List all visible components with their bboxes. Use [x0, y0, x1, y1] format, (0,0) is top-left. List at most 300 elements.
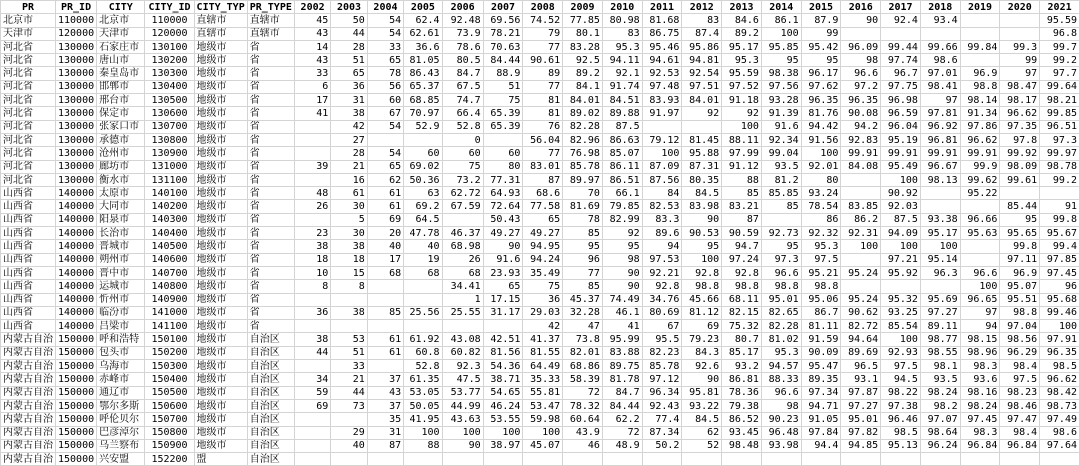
table-cell[interactable]: 89.75	[602, 360, 642, 373]
column-header[interactable]: 2020	[1000, 1, 1040, 14]
table-cell[interactable]: 68.11	[722, 293, 762, 306]
table-cell[interactable]: 89.6	[642, 227, 682, 240]
table-cell[interactable]: 85.44	[1000, 200, 1040, 213]
table-cell[interactable]: 95.19	[881, 133, 921, 146]
table-cell[interactable]: 山西省	[1, 320, 56, 333]
table-cell[interactable]: 地级市	[194, 333, 247, 346]
table-cell[interactable]: 97	[960, 306, 1000, 319]
table-cell[interactable]: 91.6	[483, 253, 523, 266]
table-cell[interactable]: 地级市	[194, 386, 247, 399]
table-cell[interactable]	[1000, 453, 1040, 466]
table-cell[interactable]	[1040, 187, 1080, 200]
table-cell[interactable]: 150600	[145, 399, 194, 412]
table-cell[interactable]: 17	[294, 94, 330, 107]
table-cell[interactable]: 65	[367, 160, 403, 173]
table-cell[interactable]: 84.01	[682, 94, 722, 107]
table-cell[interactable]: 35.49	[523, 266, 563, 279]
table-cell[interactable]: 96.09	[841, 40, 881, 53]
table-cell[interactable]	[960, 14, 1000, 27]
table-cell[interactable]: 40	[331, 439, 367, 452]
table-cell[interactable]: 72	[563, 386, 603, 399]
table-cell[interactable]: 77	[523, 80, 563, 93]
table-cell[interactable]: 98.3	[960, 426, 1000, 439]
table-cell[interactable]	[294, 426, 330, 439]
table-cell[interactable]	[523, 453, 563, 466]
table-cell[interactable]: 75	[483, 94, 523, 107]
table-cell[interactable]	[841, 453, 881, 466]
table-cell[interactable]: 97.5	[801, 253, 841, 266]
table-cell[interactable]: 89.35	[801, 373, 841, 386]
table-cell[interactable]: 80	[801, 173, 841, 186]
table-cell[interactable]: 84.7	[602, 386, 642, 399]
table-cell[interactable]: 直辖市	[194, 14, 247, 27]
table-cell[interactable]: 42	[523, 320, 563, 333]
table-cell[interactable]: 130000	[56, 120, 97, 133]
table-cell[interactable]: 94.24	[523, 253, 563, 266]
table-cell[interactable]: 54	[367, 14, 403, 27]
table-cell[interactable]: 95.01	[841, 413, 881, 426]
table-cell[interactable]: 84.08	[841, 160, 881, 173]
table-cell[interactable]: 45.66	[682, 293, 722, 306]
table-cell[interactable]: 68.6	[523, 187, 563, 200]
table-cell[interactable]: 18	[294, 253, 330, 266]
column-header[interactable]: 2003	[331, 1, 367, 14]
table-cell[interactable]: 94.61	[642, 54, 682, 67]
table-cell[interactable]: 98.24	[920, 386, 960, 399]
table-cell[interactable]: 91.18	[722, 94, 762, 107]
table-cell[interactable]: 96	[1040, 280, 1080, 293]
table-cell[interactable]: 1	[442, 293, 483, 306]
table-cell[interactable]: 79.38	[722, 399, 762, 412]
column-header[interactable]: 2004	[367, 1, 403, 14]
table-cell[interactable]: 130000	[56, 147, 97, 160]
table-cell[interactable]: 92.5	[563, 54, 603, 67]
table-cell[interactable]: 95.67	[1040, 227, 1080, 240]
column-header[interactable]: 2002	[294, 1, 330, 14]
table-cell[interactable]: 81.68	[642, 14, 682, 27]
table-cell[interactable]: 81.78	[602, 373, 642, 386]
table-cell[interactable]: 61	[367, 187, 403, 200]
table-cell[interactable]: 95.85	[761, 40, 801, 53]
table-cell[interactable]: 地级市	[194, 413, 247, 426]
table-cell[interactable]: 68	[367, 266, 403, 279]
table-cell[interactable]: 97.35	[1000, 120, 1040, 133]
table-cell[interactable]: 92.6	[682, 360, 722, 373]
table-cell[interactable]: 38	[331, 107, 367, 120]
table-cell[interactable]: 77.85	[563, 14, 603, 27]
table-cell[interactable]: 自治区	[247, 346, 294, 359]
table-cell[interactable]: 运城市	[97, 280, 145, 293]
table-cell[interactable]: 内蒙古自治	[1, 373, 56, 386]
table-cell[interactable]: 忻州市	[97, 293, 145, 306]
table-cell[interactable]: 44	[331, 386, 367, 399]
table-cell[interactable]: 97.04	[1000, 320, 1040, 333]
table-cell[interactable]: 省	[247, 240, 294, 253]
table-cell[interactable]: 96.81	[920, 133, 960, 146]
table-cell[interactable]	[442, 320, 483, 333]
table-cell[interactable]: 77	[523, 147, 563, 160]
table-cell[interactable]: 山西省	[1, 240, 56, 253]
table-cell[interactable]	[404, 453, 442, 466]
table-cell[interactable]: 82.99	[602, 213, 642, 226]
table-cell[interactable]: 87	[367, 439, 403, 452]
table-cell[interactable]: 地级市	[194, 173, 247, 186]
table-cell[interactable]: 93.6	[960, 373, 1000, 386]
table-cell[interactable]: 92.3	[442, 360, 483, 373]
table-cell[interactable]: 95.24	[841, 266, 881, 279]
table-cell[interactable]: 85.54	[881, 320, 921, 333]
table-cell[interactable]: 140000	[56, 227, 97, 240]
table-cell[interactable]: 46.37	[442, 227, 483, 240]
table-cell[interactable]	[841, 253, 881, 266]
table-cell[interactable]: 63	[404, 187, 442, 200]
table-cell[interactable]: 97.45	[960, 413, 1000, 426]
table-cell[interactable]: 44.99	[442, 399, 483, 412]
table-cell[interactable]: 89.2	[722, 27, 762, 40]
table-cell[interactable]: 95.68	[1040, 293, 1080, 306]
table-cell[interactable]: 68.86	[563, 360, 603, 373]
table-cell[interactable]: 75	[523, 280, 563, 293]
table-cell[interactable]: 地级市	[194, 266, 247, 279]
table-cell[interactable]: 67	[367, 107, 403, 120]
table-cell[interactable]: 83.3	[642, 213, 682, 226]
table-cell[interactable]: 32.28	[563, 306, 603, 319]
table-cell[interactable]: 150800	[145, 426, 194, 439]
table-cell[interactable]: 140000	[56, 200, 97, 213]
table-cell[interactable]: 15	[331, 266, 367, 279]
table-cell[interactable]	[841, 280, 881, 293]
table-cell[interactable]: 95.51	[1000, 293, 1040, 306]
table-cell[interactable]: 96.62	[1000, 107, 1040, 120]
table-cell[interactable]: 98	[761, 399, 801, 412]
table-cell[interactable]: 150000	[56, 360, 97, 373]
table-cell[interactable]: 34	[294, 373, 330, 386]
table-cell[interactable]: 62	[367, 173, 403, 186]
table-cell[interactable]: 92	[682, 107, 722, 120]
table-cell[interactable]: 130000	[56, 173, 97, 186]
table-cell[interactable]: 95.46	[642, 40, 682, 53]
table-cell[interactable]: 96.6	[761, 386, 801, 399]
table-cell[interactable]: 80.1	[563, 27, 603, 40]
table-cell[interactable]: 包头市	[97, 346, 145, 359]
table-cell[interactable]: 29	[331, 426, 367, 439]
table-cell[interactable]: 45.07	[523, 439, 563, 452]
table-cell[interactable]: 91.6	[761, 120, 801, 133]
table-cell[interactable]: 92.43	[642, 399, 682, 412]
table-cell[interactable]: 98.48	[722, 439, 762, 452]
table-cell[interactable]: 43	[294, 54, 330, 67]
table-cell[interactable]: 承德市	[97, 133, 145, 146]
table-cell[interactable]: 73.8	[563, 333, 603, 346]
table-cell[interactable]: 84.01	[563, 94, 603, 107]
table-cell[interactable]: 31.17	[483, 306, 523, 319]
table-cell[interactable]: 北京市	[97, 14, 145, 27]
table-cell[interactable]: 140000	[56, 240, 97, 253]
table-cell[interactable]: 99.85	[1040, 107, 1080, 120]
table-cell[interactable]: 84.44	[483, 54, 523, 67]
table-cell[interactable]	[404, 133, 442, 146]
table-cell[interactable]: 18	[331, 253, 367, 266]
table-cell[interactable]: 地级市	[194, 360, 247, 373]
table-cell[interactable]: 97.56	[761, 80, 801, 93]
table-cell[interactable]: 89.2	[563, 67, 603, 80]
table-cell[interactable]: 96.92	[920, 120, 960, 133]
table-cell[interactable]: 50.2	[642, 439, 682, 452]
table-cell[interactable]: 36.6	[404, 40, 442, 53]
table-cell[interactable]: 79.85	[602, 200, 642, 213]
table-cell[interactable]: 89.88	[602, 107, 642, 120]
table-cell[interactable]: 65.39	[483, 120, 523, 133]
table-cell[interactable]: 83.88	[602, 346, 642, 359]
table-cell[interactable]	[960, 27, 1000, 40]
table-cell[interactable]: 96	[563, 253, 603, 266]
table-cell[interactable]	[1040, 453, 1080, 466]
table-cell[interactable]: 78	[367, 67, 403, 80]
table-cell[interactable]	[294, 120, 330, 133]
table-cell[interactable]: 96.8	[1040, 27, 1080, 40]
table-cell[interactable]: 35.33	[523, 373, 563, 386]
table-cell[interactable]: 内蒙古自治	[1, 346, 56, 359]
table-cell[interactable]: 130000	[56, 80, 97, 93]
table-cell[interactable]: 96.6	[960, 266, 1000, 279]
table-cell[interactable]: 92.4	[881, 14, 921, 27]
table-cell[interactable]: 92.54	[682, 67, 722, 80]
table-cell[interactable]	[602, 453, 642, 466]
column-header[interactable]: 2016	[841, 1, 881, 14]
column-header[interactable]: 2018	[920, 1, 960, 14]
table-cell[interactable]: 97.81	[920, 107, 960, 120]
table-cell[interactable]: 85.78	[563, 160, 603, 173]
table-cell[interactable]: 地级市	[194, 306, 247, 319]
table-cell[interactable]: 43.08	[442, 333, 483, 346]
table-cell[interactable]	[920, 200, 960, 213]
table-cell[interactable]: 150700	[145, 413, 194, 426]
table-cell[interactable]: 99.62	[960, 173, 1000, 186]
table-cell[interactable]	[682, 120, 722, 133]
table-cell[interactable]: 河北省	[1, 94, 56, 107]
table-cell[interactable]	[960, 253, 1000, 266]
table-cell[interactable]: 23	[294, 227, 330, 240]
table-cell[interactable]: 河北省	[1, 80, 56, 93]
table-cell[interactable]: 70	[563, 187, 603, 200]
table-cell[interactable]: 130200	[145, 54, 194, 67]
table-cell[interactable]: 84.3	[682, 346, 722, 359]
table-cell[interactable]: 89.11	[920, 320, 960, 333]
table-cell[interactable]: 93.45	[722, 426, 762, 439]
table-cell[interactable]	[294, 133, 330, 146]
table-cell[interactable]: 40	[367, 240, 403, 253]
table-cell[interactable]: 130700	[145, 120, 194, 133]
table-cell[interactable]: 83.21	[722, 200, 762, 213]
table-cell[interactable]: 96.9	[1000, 266, 1040, 279]
table-cell[interactable]: 31	[331, 94, 367, 107]
table-cell[interactable]: 94.57	[761, 360, 801, 373]
table-cell[interactable]: 79.23	[682, 333, 722, 346]
table-cell[interactable]: 90	[841, 14, 881, 27]
table-cell[interactable]: 山西省	[1, 306, 56, 319]
table-cell[interactable]	[920, 27, 960, 40]
table-cell[interactable]: 97.5	[881, 360, 921, 373]
table-cell[interactable]: 95.49	[881, 160, 921, 173]
table-cell[interactable]: 82.53	[642, 200, 682, 213]
table-cell[interactable]: 140700	[145, 266, 194, 279]
table-cell[interactable]: 97.87	[841, 386, 881, 399]
table-cell[interactable]: 81	[523, 94, 563, 107]
table-cell[interactable]: 94.5	[881, 373, 921, 386]
table-cell[interactable]: 98.8	[801, 280, 841, 293]
table-cell[interactable]: 38	[331, 306, 367, 319]
table-cell[interactable]: 省	[247, 173, 294, 186]
table-cell[interactable]: 鄂尔多斯	[97, 399, 145, 412]
table-cell[interactable]: 38	[294, 240, 330, 253]
table-cell[interactable]: 75	[442, 160, 483, 173]
table-cell[interactable]	[841, 27, 881, 40]
table-cell[interactable]: 85.78	[642, 360, 682, 373]
table-cell[interactable]: 99.8	[1040, 213, 1080, 226]
table-cell[interactable]: 省	[247, 266, 294, 279]
table-cell[interactable]	[442, 453, 483, 466]
table-cell[interactable]	[960, 453, 1000, 466]
table-cell[interactable]: 98	[841, 54, 881, 67]
table-cell[interactable]: 87.56	[642, 173, 682, 186]
table-cell[interactable]: 河北省	[1, 173, 56, 186]
table-cell[interactable]: 98.13	[920, 173, 960, 186]
table-cell[interactable]: 85.17	[722, 346, 762, 359]
table-cell[interactable]: 86.7	[801, 306, 841, 319]
table-cell[interactable]: 130600	[145, 107, 194, 120]
table-cell[interactable]: 92.93	[881, 346, 921, 359]
table-cell[interactable]: 69	[294, 399, 330, 412]
table-cell[interactable]: 94.2	[841, 120, 881, 133]
table-cell[interactable]: 98.8	[960, 80, 1000, 93]
table-cell[interactable]: 95	[563, 240, 603, 253]
table-cell[interactable]: 94.95	[523, 240, 563, 253]
table-cell[interactable]: 河北省	[1, 67, 56, 80]
table-cell[interactable]: 97.82	[841, 426, 881, 439]
table-cell[interactable]: 85	[722, 187, 762, 200]
table-cell[interactable]: 140000	[56, 253, 97, 266]
table-cell[interactable]: 98.5	[881, 426, 921, 439]
table-cell[interactable]: 自治区	[247, 413, 294, 426]
table-cell[interactable]: 90	[483, 240, 523, 253]
table-cell[interactable]: 31	[367, 426, 403, 439]
table-cell[interactable]: 84.5	[682, 187, 722, 200]
table-cell[interactable]	[881, 453, 921, 466]
table-cell[interactable]: 61.35	[404, 373, 442, 386]
table-cell[interactable]: 17	[367, 253, 403, 266]
table-cell[interactable]: 65.37	[404, 80, 442, 93]
table-cell[interactable]: 97	[1000, 67, 1040, 80]
table-cell[interactable]: 130000	[56, 40, 97, 53]
table-cell[interactable]: 邢台市	[97, 94, 145, 107]
table-cell[interactable]: 内蒙古自治	[1, 426, 56, 439]
table-cell[interactable]: 地级市	[194, 426, 247, 439]
table-cell[interactable]: 地级市	[194, 253, 247, 266]
table-cell[interactable]	[761, 213, 801, 226]
table-cell[interactable]: 97.5	[1000, 373, 1040, 386]
table-cell[interactable]: 99	[801, 27, 841, 40]
table-cell[interactable]: 73.9	[442, 27, 483, 40]
table-cell[interactable]: 84.44	[602, 399, 642, 412]
table-cell[interactable]: 96.46	[881, 413, 921, 426]
table-cell[interactable]: 140000	[56, 320, 97, 333]
table-cell[interactable]: 95.81	[682, 386, 722, 399]
table-cell[interactable]: 97	[920, 94, 960, 107]
table-cell[interactable]: 98.8	[761, 280, 801, 293]
table-cell[interactable]: 130000	[56, 94, 97, 107]
table-cell[interactable]: 68	[442, 266, 483, 279]
table-cell[interactable]: 43	[367, 386, 403, 399]
table-cell[interactable]: 99.64	[1040, 80, 1080, 93]
table-cell[interactable]: 96.35	[801, 94, 841, 107]
table-cell[interactable]: 60.82	[442, 346, 483, 359]
table-cell[interactable]	[367, 360, 403, 373]
table-cell[interactable]: 61	[367, 346, 403, 359]
table-cell[interactable]: 90	[682, 373, 722, 386]
table-cell[interactable]: 92.8	[682, 266, 722, 279]
table-cell[interactable]: 97.8	[1000, 133, 1040, 146]
table-cell[interactable]: 省	[247, 67, 294, 80]
table-cell[interactable]: 60	[442, 147, 483, 160]
table-cell[interactable]: 98.64	[920, 426, 960, 439]
table-cell[interactable]: 99	[1000, 54, 1040, 67]
table-cell[interactable]: 37	[367, 373, 403, 386]
table-cell[interactable]: 62.61	[404, 27, 442, 40]
table-cell[interactable]: 84.6	[722, 14, 762, 27]
table-cell[interactable]: 河北省	[1, 147, 56, 160]
table-cell[interactable]: 62.2	[602, 413, 642, 426]
table-cell[interactable]: 94.11	[602, 54, 642, 67]
table-cell[interactable]: 97.74	[881, 54, 921, 67]
table-cell[interactable]	[294, 213, 330, 226]
table-cell[interactable]: 25.55	[442, 306, 483, 319]
table-cell[interactable]: 省	[247, 227, 294, 240]
table-cell[interactable]: 95	[761, 54, 801, 67]
table-cell[interactable]: 自治区	[247, 426, 294, 439]
table-cell[interactable]: 山西省	[1, 213, 56, 226]
column-header[interactable]: 2015	[801, 1, 841, 14]
table-cell[interactable]: 省	[247, 54, 294, 67]
table-cell[interactable]: 97.2	[841, 80, 881, 93]
table-cell[interactable]: 地级市	[194, 147, 247, 160]
table-cell[interactable]: 68	[404, 266, 442, 279]
table-cell[interactable]: 96.5	[841, 360, 881, 373]
table-cell[interactable]: 省	[247, 80, 294, 93]
table-cell[interactable]: 82.72	[841, 320, 881, 333]
table-cell[interactable]: 自治区	[247, 333, 294, 346]
table-cell[interactable]: 88.9	[483, 67, 523, 80]
table-cell[interactable]: 91.39	[761, 107, 801, 120]
table-cell[interactable]: 省	[247, 133, 294, 146]
table-cell[interactable]: 省	[247, 94, 294, 107]
table-cell[interactable]: 81	[523, 107, 563, 120]
table-cell[interactable]: 131000	[145, 160, 194, 173]
table-cell[interactable]: 98.8	[722, 280, 762, 293]
table-cell[interactable]: 95.17	[722, 40, 762, 53]
table-cell[interactable]: 95.47	[801, 360, 841, 373]
table-cell[interactable]: 省	[247, 147, 294, 160]
table-cell[interactable]: 河北省	[1, 133, 56, 146]
table-cell[interactable]: 130000	[56, 133, 97, 146]
table-cell[interactable]: 93.5	[920, 373, 960, 386]
table-cell[interactable]: 150000	[56, 399, 97, 412]
table-cell[interactable]: 78.36	[722, 386, 762, 399]
table-cell[interactable]: 141100	[145, 320, 194, 333]
table-cell[interactable]: 地级市	[194, 439, 247, 452]
table-cell[interactable]: 130400	[145, 80, 194, 93]
table-cell[interactable]: 89.97	[563, 173, 603, 186]
table-cell[interactable]: 72.64	[483, 200, 523, 213]
